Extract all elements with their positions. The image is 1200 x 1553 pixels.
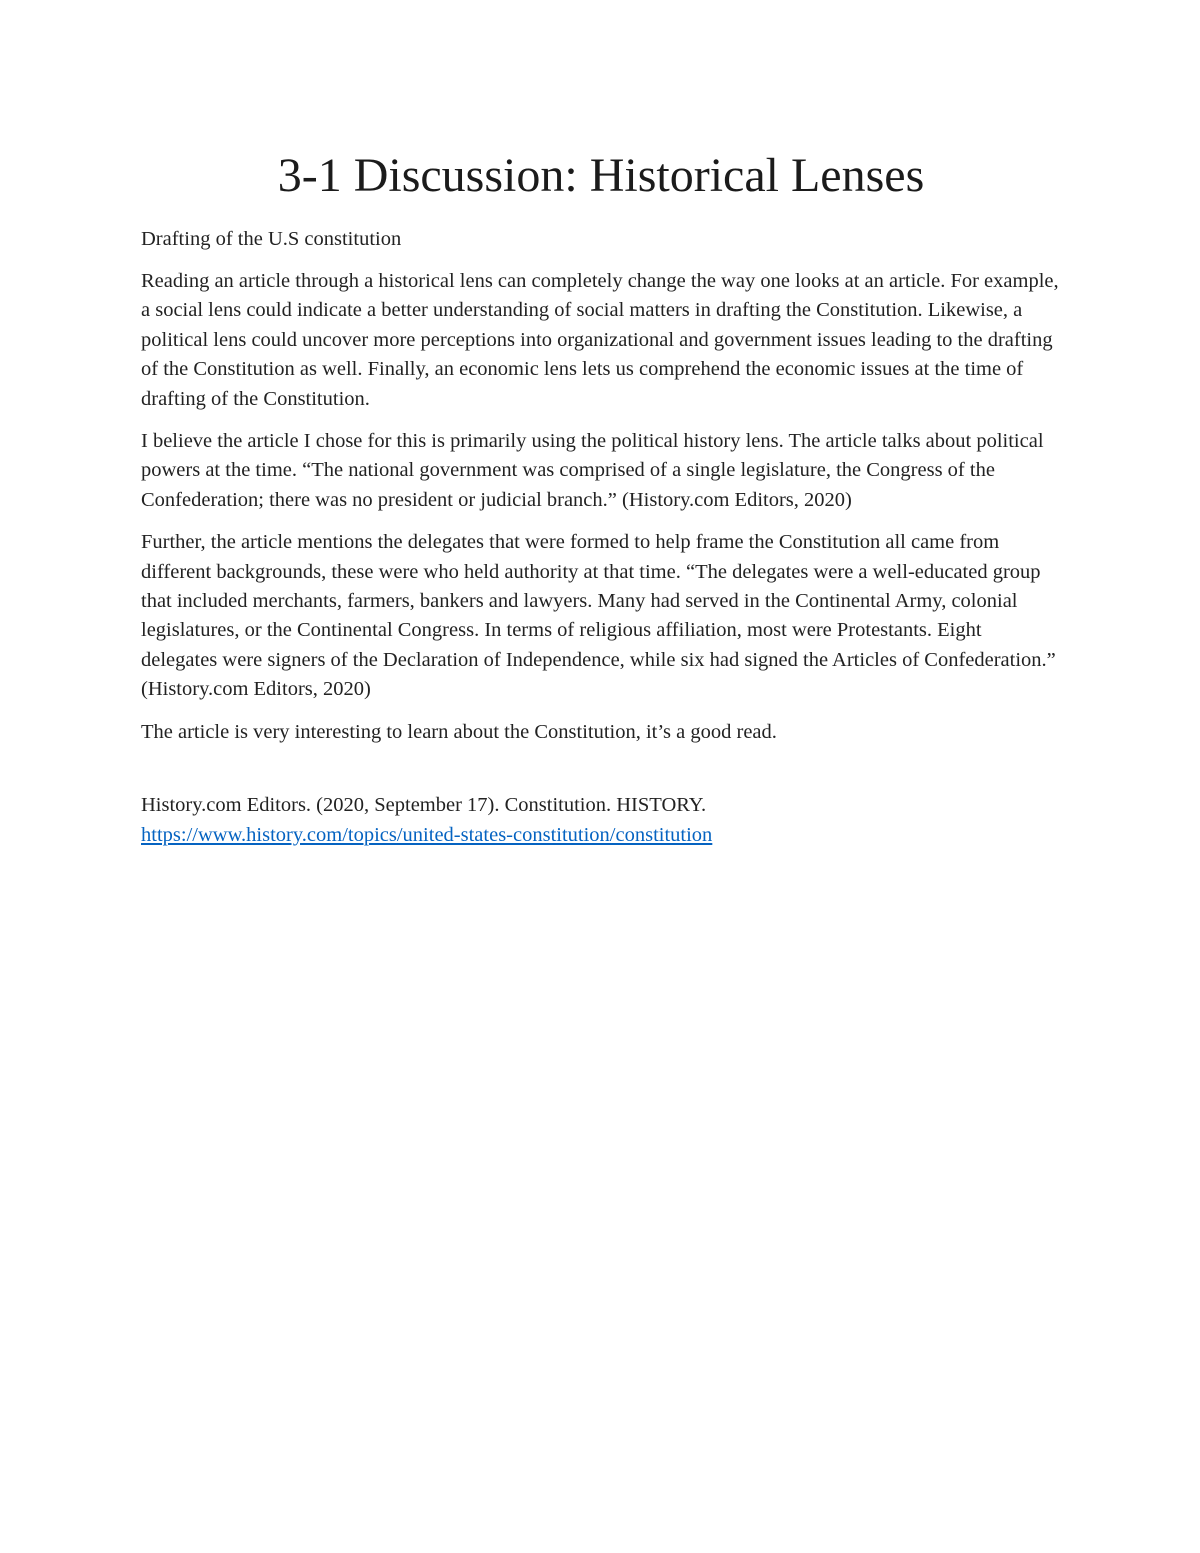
paragraph-delegates: Further, the article mentions the delegates that were formed to help frame the Constitution all came from different backgrounds, these were who held authority at that time. “The delegates were a well-educated group that included merchants, farmers, bankers and lawyers. Many had served in the Continental Army, colonial legislatures, or the Continental Congress. In terms of religious affiliation, most were Protestants. Eight delegates were signers of the Declaration of Independence, while six had signed the Articles of Confederation.” (History.com Editors, 2020): [141, 531, 1056, 701]
reference-citation: History.com Editors. (2020, September 17). Constitution. HISTORY.: [141, 794, 707, 817]
document-title: 3-1 Discussion: Historical Lenses: [277, 149, 925, 202]
paragraph-conclusion: The article is very interesting to learn about the Constitution, it’s a good read.: [141, 720, 777, 743]
paragraph-political-lens: I believe the article I chose for this is primarily using the political history lens. The article talks about political powers at the time. “The national government was comprised of a single legislature, the Congress of the Confederation; there was no president or judicial branch.” (History.com Editors, 2020): [141, 430, 1044, 511]
reference-url-link[interactable]: https://www.history.com/topics/united-states-constitution/constitution: [141, 823, 713, 846]
paragraph-historical-lens: Reading an article through a historical lens can completely change the way one looks at an article. For example, a social lens could indicate a better understanding of social matters in drafting the Constitution. Likewise, a political lens could uncover more perceptions into organizational and government issues leading to the drafting of the Constitution as well. Finally, an economic lens lets us comprehend the economic issues at the time of drafting of the Constitution.: [141, 270, 1059, 410]
document-subtitle: Drafting of the U.S constitution: [141, 228, 402, 250]
reference-entry: [141, 791, 1061, 850]
document-body: [141, 140, 1061, 850]
